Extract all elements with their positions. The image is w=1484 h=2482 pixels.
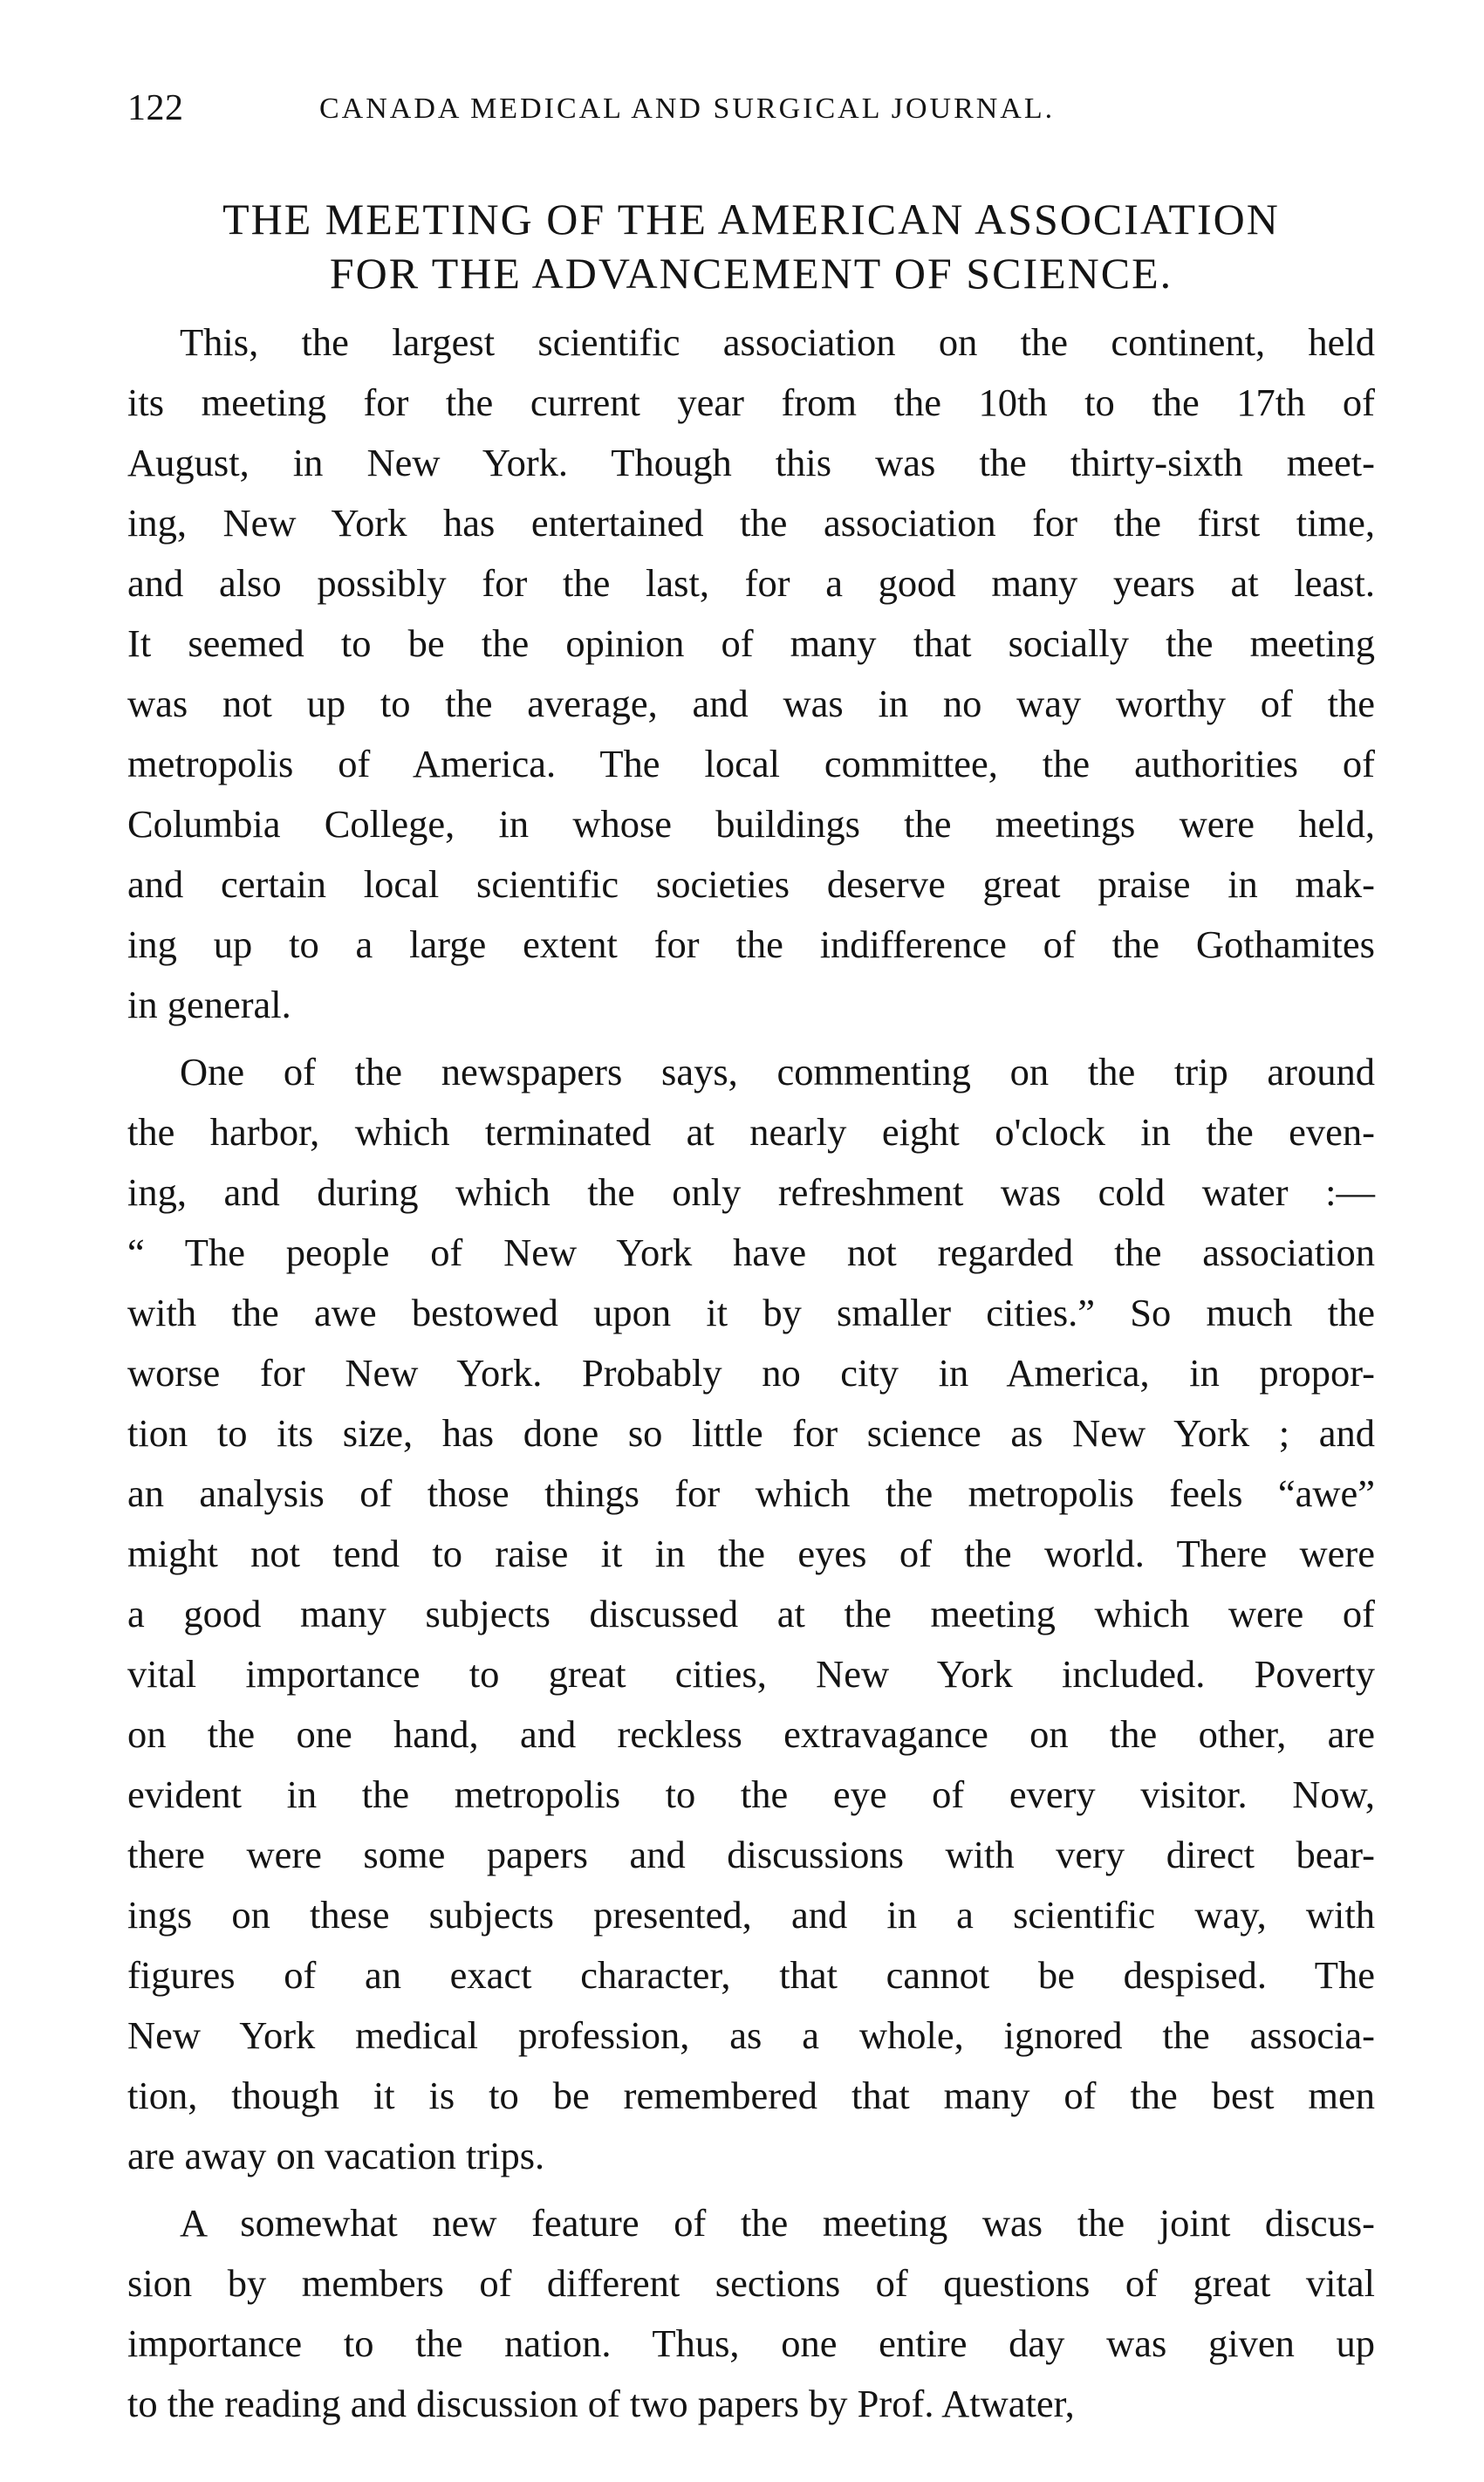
text-line: on the one hand, and reckless extravagance on the other, are	[127, 1712, 1375, 1756]
text-line: importance to the nation. Thus, one entire day was given up	[127, 2321, 1375, 2365]
text-line: It seemed to be the opinion of many that socially the meeting	[127, 621, 1375, 665]
text-line: are away on vacation trips.	[127, 2134, 545, 2177]
text-line: ing, and during which the only refreshment was cold water :—	[127, 1170, 1375, 1214]
article-body	[127, 312, 1375, 2434]
text-line: was not up to the average, and was in no way worthy of the	[127, 682, 1375, 725]
text-line: worse for New York. Probably no city in America, in propor-	[127, 1351, 1375, 1395]
text-line: metropolis of America. The local committee, the authorities of	[127, 742, 1375, 785]
book-page	[127, 87, 1375, 2441]
text-line: and also possibly for the last, for a good many years at least.	[127, 561, 1375, 605]
text-line: August, in New York. Though this was the thirty-sixth meet-	[127, 441, 1375, 484]
text-line: ings on these subjects presented, and in a scientific way, with	[127, 1893, 1375, 1937]
text-line: This, the largest scientific association on the continent, held	[180, 320, 1375, 364]
article-title-line: FOR THE ADVANCEMENT OF SCIENCE.	[329, 249, 1173, 298]
text-line: in general.	[127, 983, 291, 1026]
text-line: ing, New York has entertained the association for the first time,	[127, 501, 1375, 545]
text-line: an analysis of those things for which the metropolis feels “awe”	[127, 1471, 1375, 1515]
running-head	[127, 87, 1375, 140]
article-title	[127, 192, 1375, 300]
paragraph	[127, 2193, 1375, 2434]
text-line: its meeting for the current year from the 10th to the 17th of	[127, 381, 1375, 424]
text-line: sion by members of different sections of questions of great vital	[127, 2261, 1375, 2305]
journal-title: CANADA MEDICAL AND SURGICAL JOURNAL.	[319, 93, 1056, 125]
article-title-line: THE MEETING OF THE AMERICAN ASSOCIATION	[222, 195, 1280, 243]
text-line: ing up to a large extent for the indifference of the Gothamites	[127, 922, 1375, 966]
text-line: figures of an exact character, that cannot be despised. The	[127, 1953, 1375, 1997]
page-number: 122	[127, 88, 184, 128]
text-line: a good many subjects discussed at the meeting which were of	[127, 1592, 1375, 1635]
text-line: the harbor, which terminated at nearly eight o'clock in the even-	[127, 1110, 1375, 1154]
text-line: One of the newspapers says, commenting on the trip around	[180, 1050, 1375, 1094]
text-line: tion, though it is to be remembered that many of the best men	[127, 2074, 1375, 2117]
text-line: tion to its size, has done so little for science as New York ; and	[127, 1411, 1375, 1455]
text-line: evident in the metropolis to the eye of every visitor. Now,	[127, 1772, 1375, 1816]
text-line: to the reading and discussion of two papers by Prof. Atwater,	[127, 2382, 1075, 2425]
text-line: Columbia College, in whose buildings the meetings were held,	[127, 802, 1375, 846]
paragraph	[127, 1042, 1375, 2186]
text-line: A somewhat new feature of the meeting was the joint discus-	[180, 2201, 1375, 2245]
paragraph	[127, 312, 1375, 1035]
text-line: there were some papers and discussions with very direct bear-	[127, 1833, 1375, 1876]
text-line: with the awe bestowed upon it by smaller cities.” So much the	[127, 1291, 1375, 1334]
text-line: and certain local scientific societies deserve great praise in mak-	[127, 862, 1375, 906]
text-line: vital importance to great cities, New York included. Poverty	[127, 1652, 1375, 1696]
text-line: might not tend to raise it in the eyes of the world. There were	[127, 1532, 1375, 1575]
text-line: “ The people of New York have not regarded the association	[127, 1231, 1375, 1274]
text-line: New York medical profession, as a whole, ignored the associa-	[127, 2013, 1375, 2057]
